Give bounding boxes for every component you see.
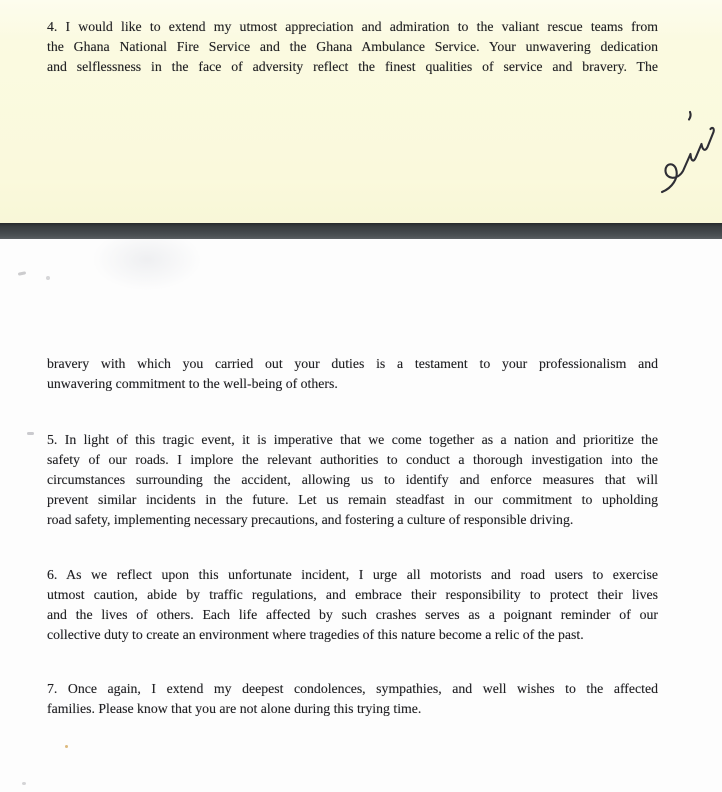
text-line: 5. In light of this tragic event, it is imperative that we come together as a nation and prioritize the bbox=[47, 432, 658, 447]
text-line: utmost caution, abide by traffic regulations, and embrace their responsibility to protect their lives bbox=[47, 587, 658, 602]
signature-scribble-icon bbox=[658, 103, 720, 199]
text-line: 6. As we reflect upon this unfortunate incident, I urge all motorists and road users to exercise bbox=[47, 567, 658, 582]
page-divider bbox=[0, 223, 722, 239]
paragraph-5 bbox=[47, 430, 658, 530]
paragraph-6 bbox=[47, 565, 658, 645]
text-line: the Ghana National Fire Service and the Ghana Ambulance Service. Your unwavering dedication bbox=[47, 39, 658, 54]
text-line: bravery with which you carried out your duties is a testament to your professionalism and bbox=[47, 356, 658, 371]
text-line: safety of our roads. I implore the relevant authorities to conduct a thorough investigation into the bbox=[47, 452, 658, 467]
paragraph-4-continued bbox=[47, 354, 658, 394]
text-line: circumstances surrounding the accident, allowing us to identify and enforce measures that will bbox=[47, 472, 658, 487]
text-line: and selflessness in the face of adversity reflect the finest qualities of service and bravery. The bbox=[47, 59, 658, 74]
text-line: prevent similar incidents in the future. Let us remain steadfast in our commitment to upholding bbox=[47, 492, 658, 507]
text-line: unwavering commitment to the well-being of others. bbox=[47, 376, 338, 391]
text-line: collective duty to create an environment where tragedies of this nature become a relic of the past. bbox=[47, 627, 584, 642]
paragraph-7 bbox=[47, 679, 658, 719]
text-line: and the lives of others. Each life affected by such crashes serves as a poignant reminder of our bbox=[47, 607, 658, 622]
text-line: road safety, implementing necessary precautions, and fostering a culture of responsible driving. bbox=[47, 512, 574, 527]
text-line: 4. I would like to extend my utmost appreciation and admiration to the valiant rescue teams from bbox=[47, 19, 658, 34]
text-line: 7. Once again, I extend my deepest condolences, sympathies, and well wishes to the affected bbox=[47, 681, 658, 696]
text-line: families. Please know that you are not alone during this trying time. bbox=[47, 701, 422, 716]
paragraph-4 bbox=[47, 17, 658, 77]
